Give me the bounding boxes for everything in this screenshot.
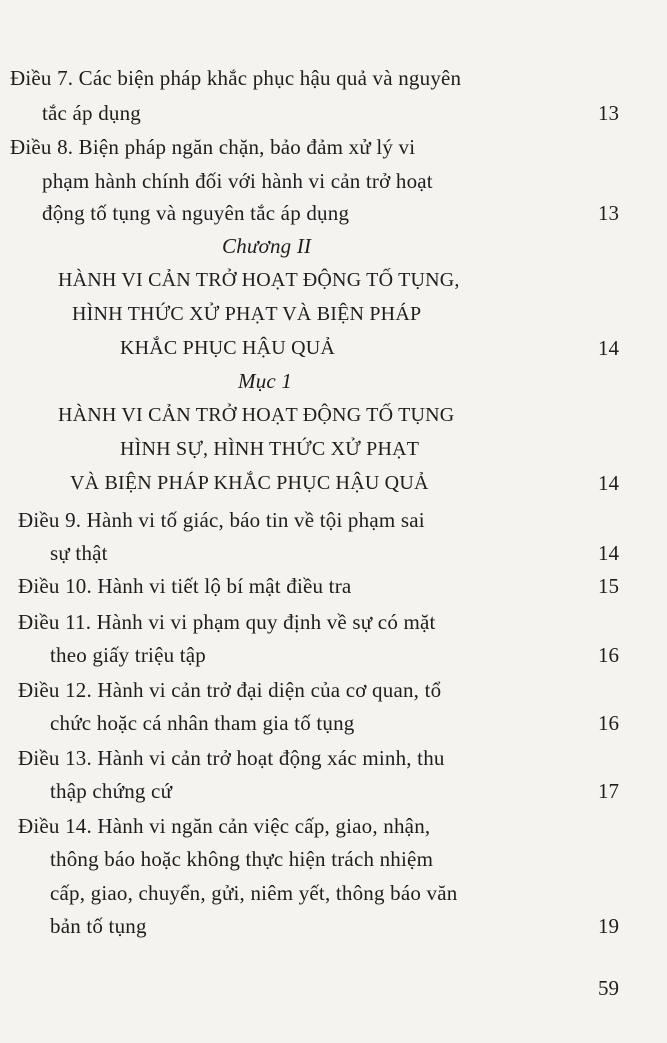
section-heading-line: HÌNH SỰ, HÌNH THỨC XỬ PHẠT: [120, 438, 420, 460]
toc-page-ref: 14: [598, 471, 619, 495]
toc-entry-line: sự thật: [50, 541, 108, 565]
toc-page-ref: 16: [598, 643, 619, 667]
toc-entry-line: Điều 10. Hành vi tiết lộ bí mật điều tra: [18, 574, 352, 598]
toc-entry-line: động tố tụng và nguyên tắc áp dụng: [42, 201, 350, 225]
section-label: Mục 1: [238, 369, 293, 393]
toc-entry-line: Điều 8. Biện pháp ngăn chặn, bảo đảm xử lý vi: [10, 135, 416, 159]
toc-entry-line: tắc áp dụng: [42, 101, 141, 125]
section-heading-line: VÀ BIỆN PHÁP KHẮC PHỤC HẬU QUẢ: [70, 472, 429, 494]
toc-page-ref: 19: [598, 914, 619, 938]
toc-entry-line: Điều 9. Hành vi tố giác, báo tin về tội phạm sai: [18, 508, 425, 532]
chapter-label: Chương II: [222, 234, 312, 258]
toc-page-ref: 14: [598, 336, 619, 360]
toc-page-ref: 16: [598, 711, 619, 735]
toc-entry-line: theo giấy triệu tập: [50, 643, 206, 667]
toc-page-ref: 14: [598, 541, 619, 565]
toc-entry-line: Điều 14. Hành vi ngăn cản việc cấp, giao, nhận,: [18, 814, 431, 838]
toc-page-ref: 13: [598, 201, 619, 225]
toc-page-ref: 17: [598, 779, 619, 803]
toc-entry-line: Điều 13. Hành vi cản trở hoạt động xác minh, thu: [18, 746, 445, 770]
toc-entry-line: thập chứng cứ: [50, 779, 173, 803]
toc-page-ref: 13: [598, 101, 619, 125]
toc-entry-line: Điều 12. Hành vi cản trở đại diện của cơ quan, tổ: [18, 678, 442, 702]
section-heading-line: HÀNH VI CẢN TRỞ HOẠT ĐỘNG TỐ TỤNG: [58, 404, 455, 426]
chapter-heading-line: KHẮC PHỤC HẬU QUẢ: [120, 337, 336, 359]
chapter-heading-line: HÀNH VI CẢN TRỞ HOẠT ĐỘNG TỐ TỤNG,: [58, 269, 460, 291]
toc-entry-line: phạm hành chính đối với hành vi cản trở hoạt: [42, 169, 433, 193]
toc-page-ref: 15: [598, 574, 619, 598]
toc-entry-line: bản tố tụng: [50, 914, 147, 938]
page-number: 59: [598, 976, 619, 1000]
chapter-heading-line: HÌNH THỨC XỬ PHẠT VÀ BIỆN PHÁP: [72, 303, 422, 325]
toc-entry-line: cấp, giao, chuyển, gửi, niêm yết, thông báo văn: [50, 881, 458, 905]
toc-entry-line: chức hoặc cá nhân tham gia tố tụng: [50, 711, 355, 735]
toc-entry-line: Điều 11. Hành vi vi phạm quy định về sự có mặt: [18, 610, 436, 634]
toc-entry-line: thông báo hoặc không thực hiện trách nhiệm: [50, 847, 434, 871]
toc-entry-line: Điều 7. Các biện pháp khắc phục hậu quả và nguyên: [10, 66, 462, 90]
